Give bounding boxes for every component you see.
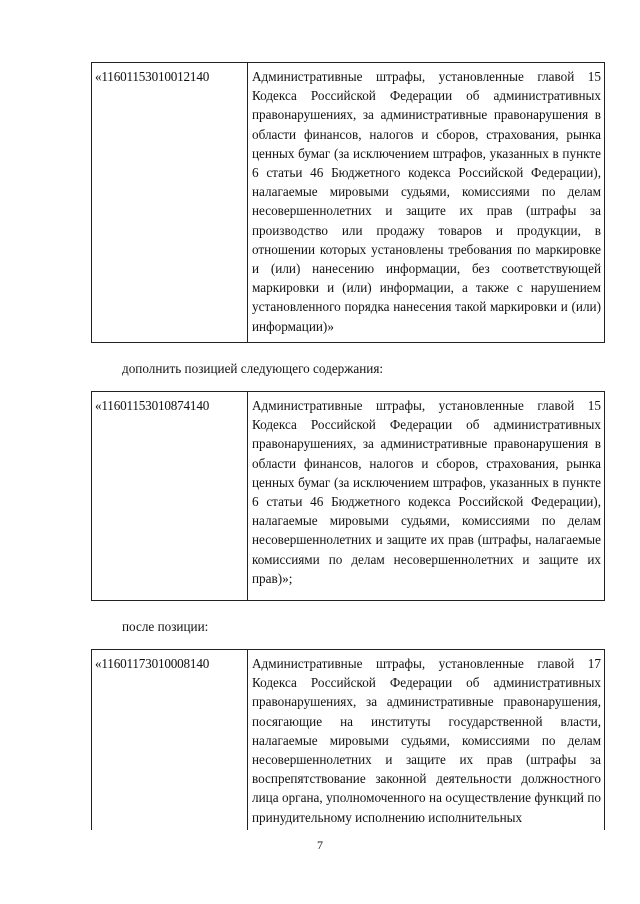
budget-code: «11601153010874140	[92, 392, 248, 601]
table-row	[92, 392, 605, 601]
table-row	[92, 63, 605, 343]
budget-code: «11601173010008140	[92, 650, 248, 831]
entry-table-3	[91, 649, 605, 830]
paragraph-after-position: после позиции:	[122, 619, 209, 634]
page-number: 7	[317, 838, 323, 852]
entry-table-1	[91, 62, 605, 343]
budget-code: «11601153010012140	[92, 63, 248, 343]
table-row	[92, 650, 605, 831]
entry-description: Административные штрафы, установленные главой 17 Кодекса Российской Федерации об административных правонарушениях, за административные правонарушения, посягающие на институты государственной власти, налагаемые мировыми судьями, комиссиями по делам несовершеннолетних и защите их прав (штрафы за воспрепятствование законной деятельности должностного лица органа, уполномоченного на осуществление функций по принудительному исполнению исполнительных	[248, 650, 605, 831]
entry-description: Административные штрафы, установленные главой 15 Кодекса Российской Федерации об административных правонарушениях, за административные правонарушения в области финансов, налогов и сборов, страхования, рынка ценных бумаг (за исключением штрафов, указанных в пункте 6 статьи 46 Бюджетного кодекса Российской Федерации), налагаемые мировыми судьями, комиссиями по делам несовершеннолетних и защите их прав (штрафы за производство или продажу товаров и продукции, в отношении которых установлены требования по маркировке и (или) нанесению информации, без соответствующей маркировки и (или) информации, а также с нарушением установленного порядка нанесения такой маркировки и (или) информации)»	[248, 63, 605, 343]
entry-description: Административные штрафы, установленные главой 15 Кодекса Российской Федерации об административных правонарушениях, за административные правонарушения в области финансов, налогов и сборов, страхования, рынка ценных бумаг (за исключением штрафов, указанных в пункте 6 статьи 46 Бюджетного кодекса Российской Федерации), налагаемые мировыми судьями, комиссиями по делам несовершеннолетних и защите их прав (штрафы, налагаемые комиссиями по делам несовершеннолетних и защите их прав)»;	[248, 392, 605, 601]
entry-table-2	[91, 391, 605, 601]
paragraph-add-position: дополнить позицией следующего содержания:	[122, 361, 384, 376]
